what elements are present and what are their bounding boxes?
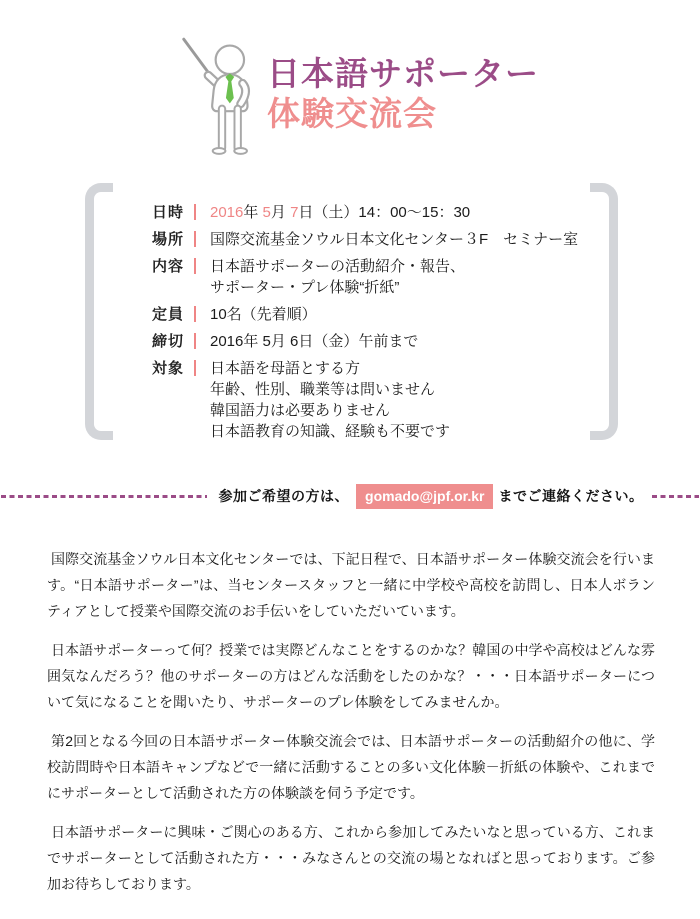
info-label: 日時 xyxy=(152,204,185,221)
info-label: 締切 xyxy=(152,333,185,350)
info-value: 国際交流基金ソウル日本文化センター３F セミナー室 xyxy=(210,231,579,248)
separator-bar xyxy=(194,333,196,349)
contact-email-link[interactable]: gomado@jpf.or.kr xyxy=(356,484,493,509)
info-row-target xyxy=(152,358,578,442)
title-line-1: 日本語サポーター xyxy=(267,55,539,92)
contact-line xyxy=(0,481,700,511)
right-bracket xyxy=(590,183,618,440)
separator-bar xyxy=(194,204,196,220)
paragraph-invitation: 日本語サポーターに興味・ご関心のある方、これから参加してみたいなと思っている方、これまでサポーターとして活動された方・・・みなさんとの交流の場となればと思っております。ご参加お待ちしております。 xyxy=(47,824,655,892)
event-info-rows xyxy=(152,202,578,448)
info-label: 定員 xyxy=(152,306,185,323)
page-title xyxy=(267,36,539,134)
dashed-line-right xyxy=(652,495,699,498)
info-value: 日本語サポーターの活動紹介・報告、 サポーター・プレ体験“折紙” xyxy=(210,258,466,296)
contact-prefix: 参加ご希望の方は、 xyxy=(218,488,350,504)
separator-bar xyxy=(194,360,196,376)
info-row-deadline xyxy=(152,331,578,352)
paragraph-intro: 国際交流基金ソウル日本文化センターでは、下記日程で、日本語サポーター体験交流会を行います。“日本語サポーター”は、当センタースタッフと一緒に中学校や高校を訪問し、日本人ボランティアとして授業や国際交流のお手伝いをしていただいています。 xyxy=(47,551,655,619)
separator-bar xyxy=(194,306,196,322)
info-value: 10名（先着順） xyxy=(210,306,317,323)
left-bracket xyxy=(85,183,113,440)
separator-bar xyxy=(194,258,196,274)
paragraph-questions: 日本語サポーターって何？授業では実際どんなことをするのかな？韓国の中学や高校はどんな雰囲気なんだろう？他のサポーターの方はどんな活動をしたのかな？・・・日本語サポーターについて気になることを聞いたり、サポーターのプレ体験をしてみませんか。 xyxy=(47,642,655,710)
info-row-contents xyxy=(152,256,578,298)
info-label: 対象 xyxy=(152,360,185,377)
event-info-section xyxy=(0,183,700,440)
info-value: 2016年 5月 7日（土）14：00～15：30 xyxy=(210,204,471,221)
info-value: 2016年 5月 6日（金）午前まで xyxy=(210,333,419,350)
separator-bar xyxy=(194,231,196,247)
title-line-2: 体験交流会 xyxy=(267,95,437,132)
dashed-line-left xyxy=(1,495,207,498)
info-row-datetime xyxy=(152,202,578,223)
contact-suffix: までご連絡ください。 xyxy=(498,488,644,504)
presenter-illustration-icon xyxy=(173,36,271,160)
body-text xyxy=(47,546,655,910)
paragraph-program: 第2回となる今回の日本語サポーター体験交流会では、日本語サポーターの活動紹介の他に、学校訪問時や日本語キャンプなどで一緒に活動することの多い文化体験－折紙の体験や、これまでにサポーターとして活動された方の体験談を伺う予定です。 xyxy=(47,733,655,801)
info-row-place xyxy=(152,229,578,250)
header xyxy=(173,36,539,160)
info-value: 日本語を母語とする方 年齢、性別、職業等は問いません 韓国語力は必要ありません 日本語教育の知識、経験も不要です xyxy=(210,360,451,440)
info-row-capacity xyxy=(152,304,578,325)
info-label: 内容 xyxy=(152,258,185,275)
info-label: 場所 xyxy=(152,231,185,248)
